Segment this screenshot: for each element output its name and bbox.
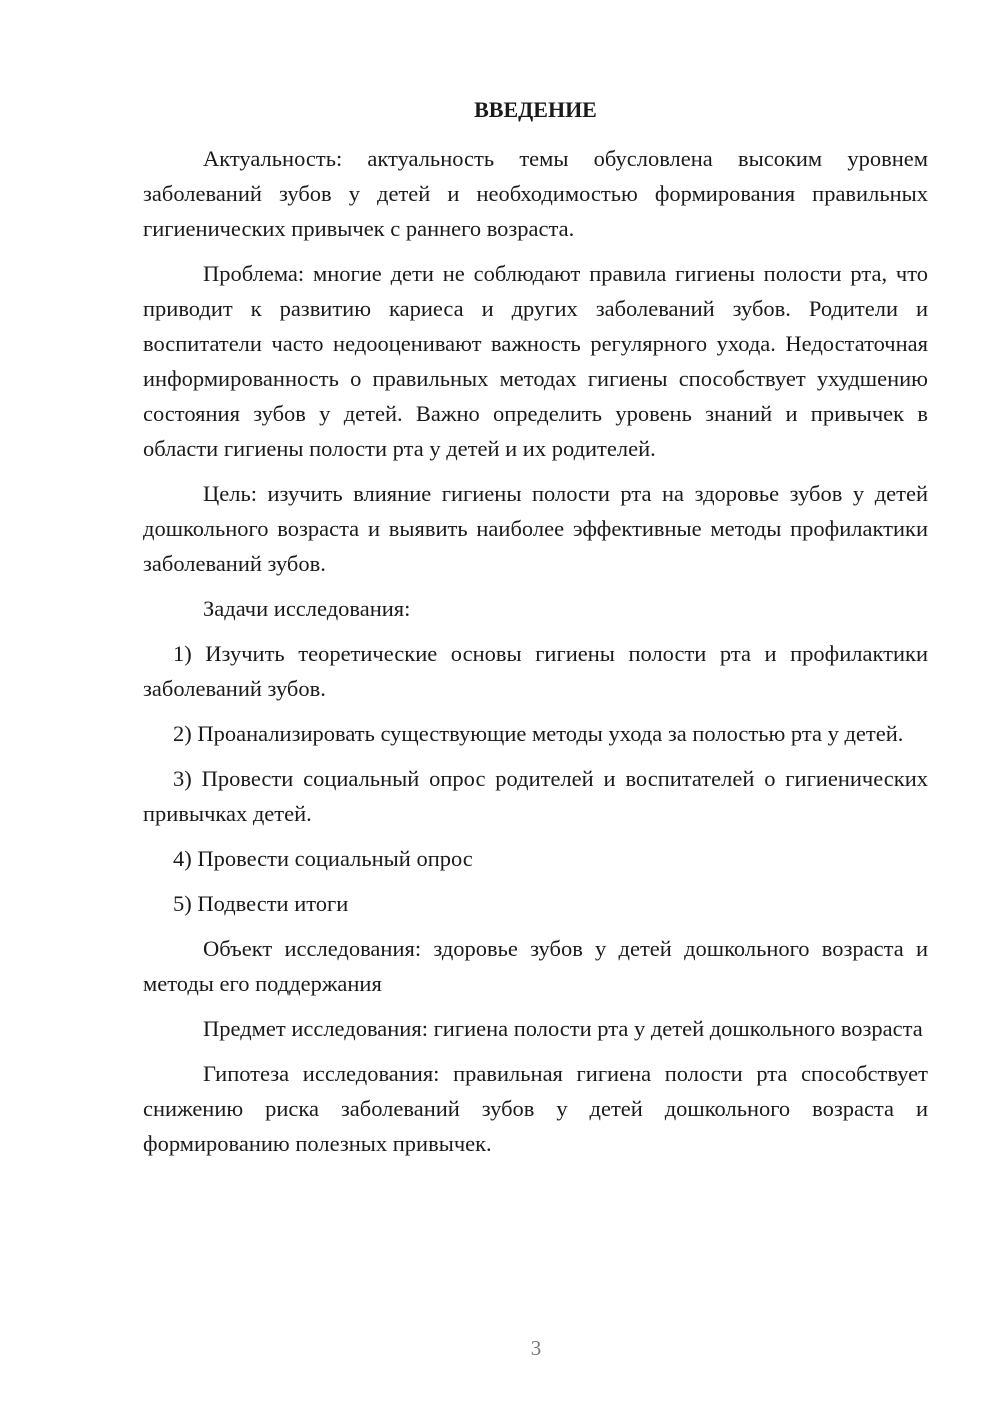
tasks-heading: Задачи исследования: bbox=[203, 596, 411, 621]
task-item: 1) Изучить теоретические основы гигиены полости рта и профилактики заболеваний зубов. bbox=[143, 641, 928, 701]
goal-paragraph: Цель: изучить влияние гигиены полости рта на здоровье зубов у детей дошкольного возраста и выявить наиболее эффективные методы профилактики заболеваний зубов. bbox=[143, 481, 928, 576]
relevance-paragraph: Актуальность: актуальность темы обусловлена высоким уровнем заболеваний зубов у детей и необходимостью формирования правильных гигиенических привычек с раннего возраста. bbox=[143, 146, 928, 241]
task-item: 4) Провести социальный опрос bbox=[173, 846, 473, 871]
task-item: 3) Провести социальный опрос родителей и воспитателей о гигиенических привычках детей. bbox=[143, 766, 928, 826]
task-item: 5) Подвести итоги bbox=[173, 891, 349, 916]
problem-paragraph: Проблема: многие дети не соблюдают правила гигиены полости рта, что приводит к развитию кариеса и других заболеваний зубов. Родители и воспитатели часто недооценивают важность регулярного ухода. Недостаточная информированность о правильных методах гигиены способствует ухудшению состояния зубов у детей. Важно определить уровень знаний и привычек в области гигиены полости рта у детей и их родителей. bbox=[143, 261, 928, 461]
object-paragraph: Объект исследования: здоровье зубов у детей дошкольного возраста и методы его поддержания bbox=[143, 936, 928, 996]
page-number: 3 bbox=[530, 1336, 542, 1360]
subject-paragraph: Предмет исследования: гигиена полости рта у детей дошкольного возраста bbox=[203, 1016, 923, 1041]
task-item: 2) Проанализировать существующие методы ухода за полостью рта у детей. bbox=[173, 721, 904, 746]
hypothesis-paragraph: Гипотеза исследования: правильная гигиена полости рта способствует снижению риска заболеваний зубов у детей дошкольного возраста и формированию полезных привычек. bbox=[143, 1061, 928, 1156]
page-content bbox=[143, 92, 928, 1171]
page-title: ВВЕДЕНИЕ bbox=[474, 97, 597, 122]
